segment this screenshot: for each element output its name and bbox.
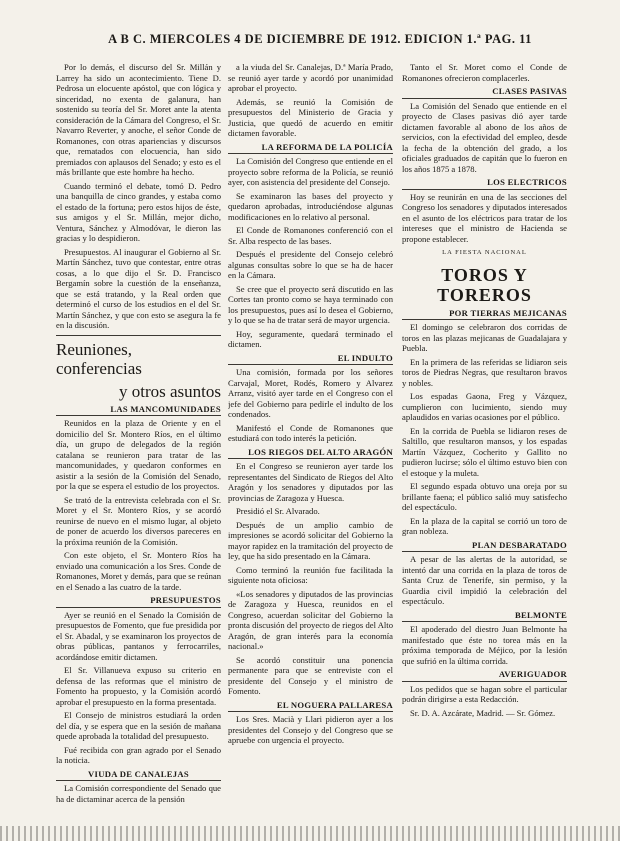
subheading: BELMONTE	[402, 610, 567, 623]
paragraph: Hoy, seguramente, quedará terminado el dictamen.	[228, 328, 393, 349]
section-title-line-1: Reuniones, conferencias	[56, 339, 142, 378]
subheading: EL NOGUERA PALLARESA	[228, 700, 393, 713]
paragraph: Una comisión, formada por los señores Carvajal, Moret, Rodés, Romero y Alvarez Arranz, visitó ayer tarde en el Congreso con el jefe del Gobierno para pedirle el indulto de los condenados.	[228, 367, 393, 419]
paragraph: La Comisión del Senado que entiende en el proyecto de Clases pasivas dió ayer tarde dictamen favorable al abono de los años de servicios, con la efectividad del empleo, desde la fecha de la obtención del grado, a los oficiales graduados de capitán que lo fueron en los años 1875 a 1878.	[402, 100, 567, 174]
paragraph: El apoderado del diestro Juan Belmonte ha manifestado que éste no torea más en la próxima temporada de Méjico, por la lesión que sufrió en la última corrida.	[402, 624, 567, 666]
paragraph: El Conde de Romanones conferenció con el Sr. Alba respecto de las bases.	[228, 225, 393, 246]
paragraph: a la viuda del Sr. Canalejas, D.ª María Prado, se reunió ayer tarde y acordó por unanimidad aprobar el proyecto.	[228, 62, 393, 93]
column-3	[402, 62, 567, 822]
paragraph: Se cree que el proyecto será discutido en las Cortes tan pronto como se haya terminado con los presupuestos, pues así lo desea el Gobierno, y lo que se ha de tratar será de mayor urgencia.	[228, 283, 393, 325]
paragraph: Manifestó el Conde de Romanones que estudiará con todo interés la petición.	[228, 422, 393, 443]
subheading: CLASES PASIVAS	[402, 86, 567, 99]
paragraph: Los pedidos que se hagan sobre el particular podrán dirigirse a esta Redacción.	[402, 683, 567, 704]
paragraph: El segundo espada obtuvo una oreja por su brillante faena; el público salió muy satisfecho del espectáculo.	[402, 481, 567, 512]
paragraph: La Comisión correspondiente del Senado que ha de dictaminar acerca de la pensión	[56, 783, 221, 804]
paragraph: A pesar de las alertas de la autoridad, se intentó dar una corrida en la plaza de toros de Santa Cruz de Tenerife, sin permiso, y la Guardia civil impidió la celebración del espectáculo.	[402, 554, 567, 606]
column-2	[228, 62, 393, 822]
paragraph: Los espadas Gaona, Freg y Vázquez, cumplieron con lucimiento, siendo muy aplaudidos en varias ocasiones por el público.	[402, 391, 567, 422]
section-title-line-2: y otros asuntos	[119, 381, 221, 401]
subheading: EL INDULTO	[228, 353, 393, 366]
scan-noise-strip	[0, 826, 620, 841]
paragraph: Ayer se reunió en el Senado la Comisión de presupuestos de Fomento, que fue presidida por el Sr. Abadal, y se examinaron los proyectos de obras públicas, pantanos y ferrocarriles, acordándose emitir dictamen.	[56, 609, 221, 662]
subheading: LAS MANCOMUNIDADES	[56, 404, 221, 417]
paragraph: Se acordó constituir una ponencia permanente para que se entreviste con el presidente del Consejo y el ministro de Fomento.	[228, 654, 393, 696]
paragraph: Sr. D. A. Azcárate, Madrid. — Sr. Gómez.	[410, 707, 556, 718]
paragraph: Reunidos en la plaza de Oriente y en el domicilio del Sr. Montero Ríos, en el último día, un grupo de delegados de la región catalana se reunieron para tratar de las mancomunidades, y quedaron conformes en asistir a la sesión de la Comisión del Senado, por la que se espera el estudio de los proyectos.	[56, 418, 221, 491]
paragraph: Tanto el Sr. Moret como el Conde de Romanones ofrecieron complacerles.	[402, 62, 567, 83]
paragraph: En la plaza de la capital se corrió un toro de gran nobleza.	[402, 515, 567, 536]
paragraph: Con este objeto, el Sr. Montero Ríos ha enviado una comunicación a los Sres. Conde de Romanones, Moret y demás, para que se reúnan en el Senado a las cuatro de la tarde.	[56, 550, 221, 592]
subheading: PLAN DESBARATADO	[402, 540, 567, 553]
divider	[56, 335, 221, 336]
paragraph: La Comisión del Congreso que entiende en el proyecto sobre reforma de la Policía, se reunió ayer, con asistencia del presidente del Consejo.	[228, 156, 393, 187]
subheading: LOS RIEGOS DEL ALTO ARAGÓN	[228, 447, 393, 460]
subheading: AVERIGUADOR	[402, 669, 567, 682]
paragraph: Se trató de la entrevista celebrada con el Sr. Moret y el Sr. Montero Ríos, y se acordó reunirse de nuevo en el mismo lugar, al objeto de poner de acuerdo los diversos pareceres en la próxima reunión de la Comisión.	[56, 494, 221, 547]
paragraph: Además, se reunió la Comisión de presupuestos del Ministerio de Gracia y Justicia, que quedó de acuerdo en emitir dictamen favorable.	[228, 96, 393, 138]
paragraph: Como terminó la reunión fue facilitada la siguiente nota oficiosa:	[228, 564, 393, 585]
paragraph: En la corrida de Puebla se lidiaron reses de Saltillo, que resultaron mansos, y los espadas Martín Vázquez, Cocherito y Gallito no pudieron lucirse; sólo el último estuvo bien con el estoque y la muleta.	[402, 425, 567, 478]
paragraph: Cuando terminó el debate, tomó D. Pedro una banquilla de cinco grandes, y estaba como el estado de la fortuna; pero estos hijos de éste, sus amigos y el Sr. Millán, mejor dicho, Ventura, Sánchez y Almodóvar, le dieron las gracias y lo despidieron.	[56, 180, 221, 243]
subheading: VIUDA DE CANALEJAS	[56, 769, 221, 782]
page-header: A B C. MIERCOLES 4 DE DICIEMBRE DE 1912. EDICION 1.ª PAG. 11	[108, 32, 532, 46]
paragraph: El Consejo de ministros estudiará la orden del día, y se espera que en la sesión de mañana quede aprobada la totalidad del presupuesto.	[56, 710, 221, 741]
section-title: TOROS Y TOREROS	[437, 264, 532, 305]
paragraph: Después de un amplio cambio de impresiones se acordó solicitar del Gobierno la mayor rapidez en la tramitación del proyecto de ley, que ha sido presentado en la Cámara.	[228, 519, 393, 561]
paragraph: «Los senadores y diputados de las provincias de Zaragoza y Huesca, reunidos en el Congreso, acuerdan solicitar del Gobierno la pronta discusión del proyecto de riegos del Alto Aragón, de gran interés para la economía nacional.»	[228, 588, 393, 651]
paragraph: Los Sres. Macià y Llari pidieron ayer a los presidentes del Consejo y del Congreso que se apruebe con urgencia el proyecto.	[228, 714, 393, 745]
paragraph: Hoy se reunirán en una de las secciones del Congreso los senadores y diputados interesados en el asunto de los eléctricos para tratar de los intereses que el ministro de Hacienda se propone establecer.	[402, 191, 567, 244]
paragraph: El domingo se celebraron dos corridas de toros en las plazas mejicanas de Guadalajara y Puebla.	[402, 322, 567, 353]
paragraph: Fué recibida con gran agrado por el Senado la noticia.	[56, 744, 221, 765]
paragraph: En el Congreso se reunieron ayer tarde los representantes del Sindicato de Riegos del Alto Aragón y los senadores y diputados por las provincias de Zaragoza y Huesca.	[228, 461, 393, 503]
subheading: LOS ELECTRICOS	[402, 177, 567, 190]
subheading: PRESUPUESTOS	[56, 595, 221, 608]
subheading: LA REFORMA DE LA POLICÍA	[228, 142, 393, 155]
paragraph: El Sr. Villanueva expuso su criterio en defensa de las reformas que el ministro de Fomento ha propuesto, y la Comisión acordó aprobar el presupuesto en la forma presentada.	[56, 665, 221, 707]
paragraph: Por lo demás, el discurso del Sr. Millán y Larrey ha sido un acontecimiento. Tiene D. Pedrosa un elocuente apóstol, que con lógica y sinceridad, no exenta de galanura, han sostenido su teoría del Sr. Moret ante la atenta consideración de la Cámara del Congreso, el Sr. Navarro Reverter, y anoche, el señor Conde de Romanones, con otras apariencias y discursos que, rematados con elocuencia, han sido premiados con aplausos del Senado; y esto es el más brillante que este hombre ha hecho.	[56, 62, 221, 177]
kicker: LA FIESTA NACIONAL	[442, 249, 527, 256]
subheading: POR TIERRAS MEJICANAS	[402, 308, 567, 321]
paragraph: Después el presidente del Consejo celebró algunas consultas sobre lo que se ha de hacer en la Cámara.	[228, 249, 393, 280]
column-1	[56, 62, 221, 822]
paragraph: En la primera de las referidas se lidiaron seis toros de Piedras Negras, que resultaron bravos y nobles.	[402, 356, 567, 388]
paragraph: Se examinaron las bases del proyecto y quedaron aprobadas, introduciéndose algunas modificaciones en lo relativo al personal.	[228, 190, 393, 222]
paragraph: Presidió el Sr. Alvarado.	[236, 506, 320, 516]
paragraph: Presupuestos. Al inaugurar el Gobierno al Sr. Martín Sánchez, tuvo que contestar, entre otras cosas, a lo que dijo el Sr. D. Francisco Bergamín sobre la cuestión de la enseñanza, que se está tratando, y la Real orden que determinó el curso de los estudios en el del Sr. Martín Sánchez, y que con esto se asegura la fe en la discusión.	[56, 246, 221, 330]
